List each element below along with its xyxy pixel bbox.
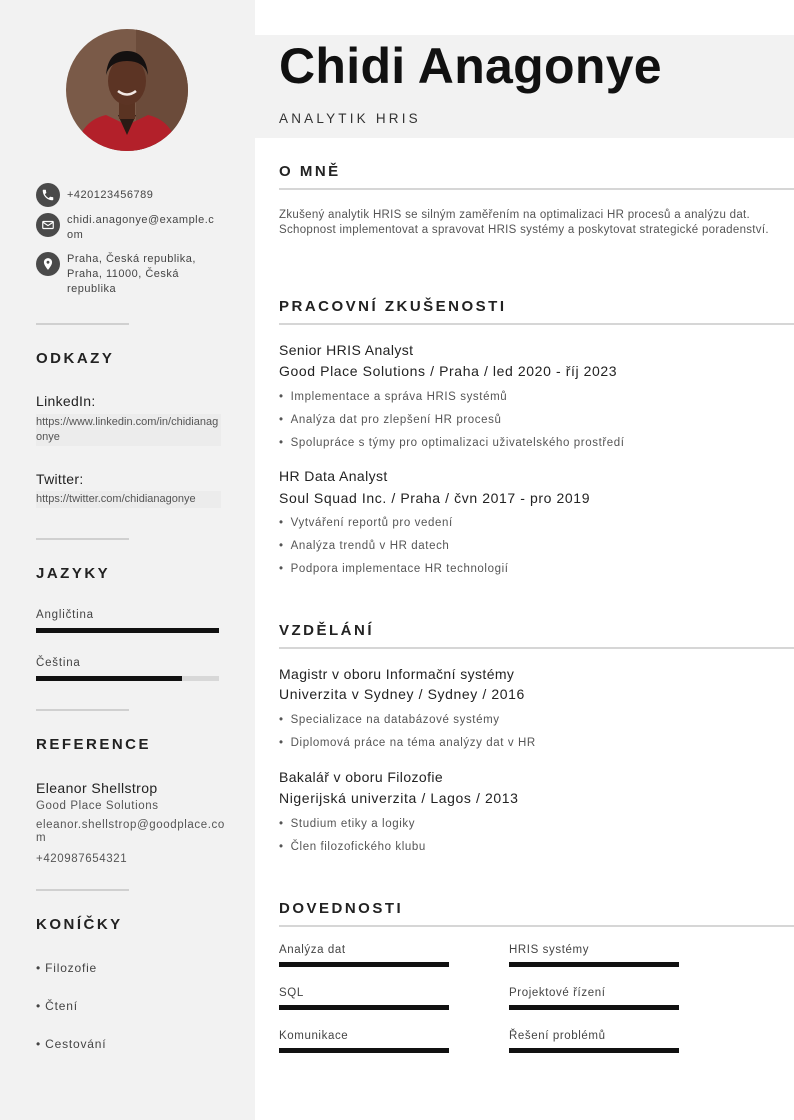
phone-number: +420123456789 [67,189,154,201]
degree-title: Bakalář v oboru Filozofie [279,769,444,785]
hobby-item: • Filozofie [36,961,98,975]
divider [36,323,129,325]
skill-level-bar [509,962,679,967]
job-company: Soul Squad Inc. / Praha / čvn 2017 - pro 2019 [279,490,591,506]
hobby-label: Cestování [45,1037,107,1051]
person-name: Chidi Anagonye [279,38,662,94]
skill-name: SQL [279,987,304,999]
job-position: Senior HRIS Analyst [279,342,414,358]
phone-icon [36,183,60,207]
list-item: • Analýza trendů v HR datech [279,538,779,561]
list-item: • Studium etiky a logiky [279,816,779,839]
about-text: Zkušený analytik HRIS se silným zaměřením na optimalizaci HR procesů a analýzu dat. Schopnost implementovat a spravovat HRIS systémy a poskytovat strategické poradenství. [279,209,769,236]
hobbies-heading: KONÍČKY [36,916,123,933]
languages-heading: JAZYKY [36,565,111,582]
job-bullets [279,389,779,458]
hobby-item: • Čtení [36,999,78,1013]
list-item: • Diplomová práce na téma analýzy dat v HR [279,735,779,758]
hobby-label: Čtení [45,999,78,1013]
twitter-url[interactable]: https://twitter.com/chidianagonye [36,491,221,508]
about-heading: O MNĚ [279,163,341,180]
list-item: • Implementace a správa HRIS systémů [279,389,779,412]
skill-name: Analýza dat [279,944,346,956]
skill-level-bar [279,1005,449,1010]
contact-address [36,252,207,297]
list-item: • Spolupráce s týmy pro optimalizaci uživatelského prostředí [279,435,779,458]
section-rule [279,323,794,325]
divider [36,709,129,711]
avatar [66,29,188,151]
skill-level-bar [509,1005,679,1010]
skill-level-bar [279,962,449,967]
twitter-label: Twitter: [36,471,84,487]
skill-level-bar [279,1048,449,1053]
skill-level-bar [509,1048,679,1053]
language-level-fill [36,676,182,681]
list-item: • Vytváření reportů pro vedení [279,515,779,538]
language-name: Čeština [36,657,81,669]
language-level-fill [36,628,219,633]
skill-name: Projektové řízení [509,987,606,999]
location-pin-icon [36,252,60,276]
list-item: • Specializace na databázové systémy [279,712,779,735]
section-rule [279,925,794,927]
language-level-bar [36,676,219,681]
reference-company: Good Place Solutions [36,800,159,812]
contact-email [36,213,219,243]
hobby-item: • Cestování [36,1037,107,1051]
skill-name: Komunikace [279,1030,349,1042]
language-name: Angličtina [36,609,94,621]
section-rule [279,188,794,190]
reference-email[interactable]: eleanor.shellstrop@goodplace.com [36,819,225,844]
job-company: Good Place Solutions / Praha / led 2020 - říj 2023 [279,363,618,379]
skill-name: HRIS systémy [509,944,590,956]
degree-bullets [279,712,779,758]
address: Praha, Česká republika, Praha, 11000, Česká republika [67,253,196,295]
degree-school: Nigerijská univerzita / Lagos / 2013 [279,790,519,806]
divider [36,889,129,891]
job-position: HR Data Analyst [279,468,388,484]
degree-title: Magistr v oboru Informační systémy [279,666,515,682]
sidebar [0,0,255,1120]
language-level-bar [36,628,219,633]
degree-bullets [279,816,779,862]
degree-school: Univerzita v Sydney / Sydney / 2016 [279,686,525,702]
skill-name: Řešení problémů [509,1030,606,1042]
links-heading: ODKAZY [36,350,115,367]
email-address[interactable]: chidi.anagonye@example.com [67,214,215,241]
section-rule [279,647,794,649]
job-title: ANALYTIK HRIS [279,111,421,126]
main-content [255,0,794,1120]
experience-heading: PRACOVNÍ ZKUŠENOSTI [279,298,507,315]
list-item: • Analýza dat pro zlepšení HR procesů [279,412,779,435]
list-item: • Člen filozofického klubu [279,839,779,862]
divider [36,538,129,540]
reference-phone: +420987654321 [36,853,128,865]
job-bullets [279,515,779,584]
list-item: • Podpora implementace HR technologií [279,561,779,584]
contact-phone [36,183,219,207]
education-heading: VZDĚLÁNÍ [279,622,374,639]
linkedin-label: LinkedIn: [36,393,96,409]
skills-heading: DOVEDNOSTI [279,900,404,917]
email-icon [36,213,60,237]
reference-name: Eleanor Shellstrop [36,780,158,796]
hobby-label: Filozofie [45,961,98,975]
reference-heading: REFERENCE [36,736,152,753]
linkedin-url[interactable]: https://www.linkedin.com/in/chidianagonye [36,414,221,446]
